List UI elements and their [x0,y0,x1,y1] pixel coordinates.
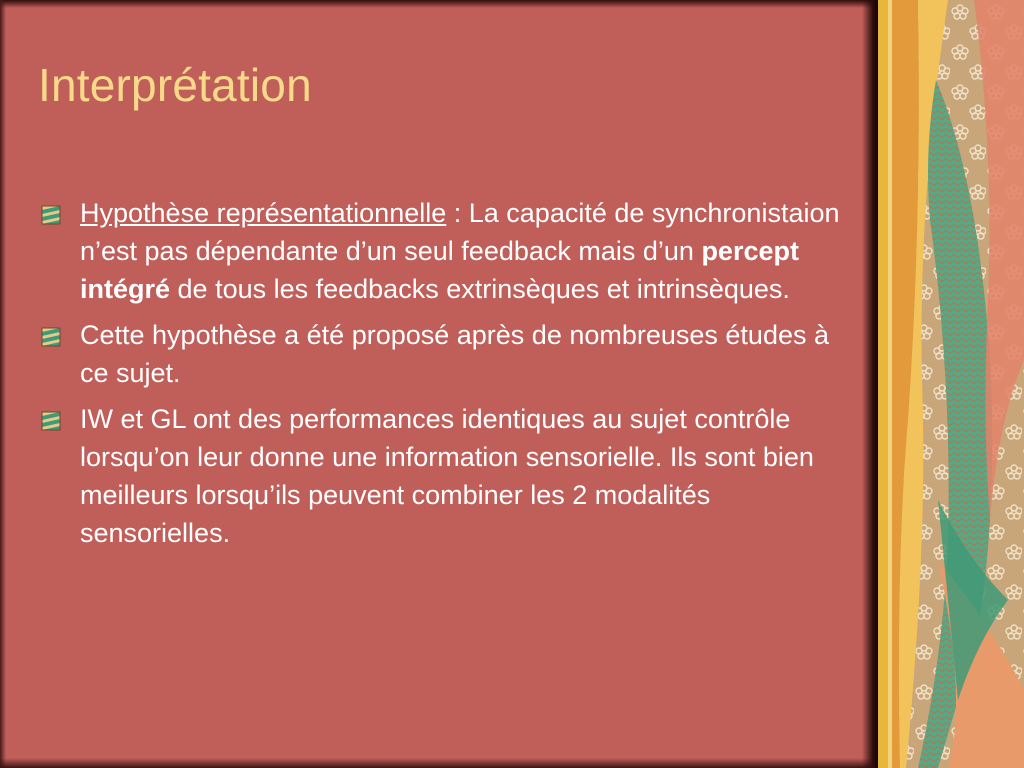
bullet-icon [40,204,62,226]
bullet-item-1 [40,194,860,308]
bullet-item-2 [40,316,860,392]
bullet-icon [40,326,62,348]
bullet-bold-text: percept intégré [80,236,799,304]
bullet-icon [40,410,62,432]
bullet-text-part: de tous les feedbacks extrinsèques et intrinsèques. [170,274,790,304]
panel-shadow-left [0,0,6,768]
panel-shadow-top [0,0,878,8]
bullet-item-3 [40,400,860,552]
panel-shadow-right [862,0,878,768]
decorative-floral-border [878,0,1024,768]
bullet-text: IW et GL ont des performances identiques au sujet contrôle lorsqu’on leur donne une information sensorielle. Ils sont bien meilleurs lorsqu’ils peuvent combiner les 2 modalités sensorielles. [80,404,814,548]
bullet-list [40,194,860,560]
panel-shadow-bottom [0,758,878,768]
slide-title: Interprétation [38,59,312,111]
bullet-text: Cette hypothèse a été proposé après de nombreuses études à ce sujet. [80,320,829,388]
bullet-text-part: : La capacité de synchronistaion n’est pas dépendante d’un seul feedback mais d’un [80,198,840,266]
bullet-link-text[interactable]: Hypothèse représentationnelle [80,198,447,228]
